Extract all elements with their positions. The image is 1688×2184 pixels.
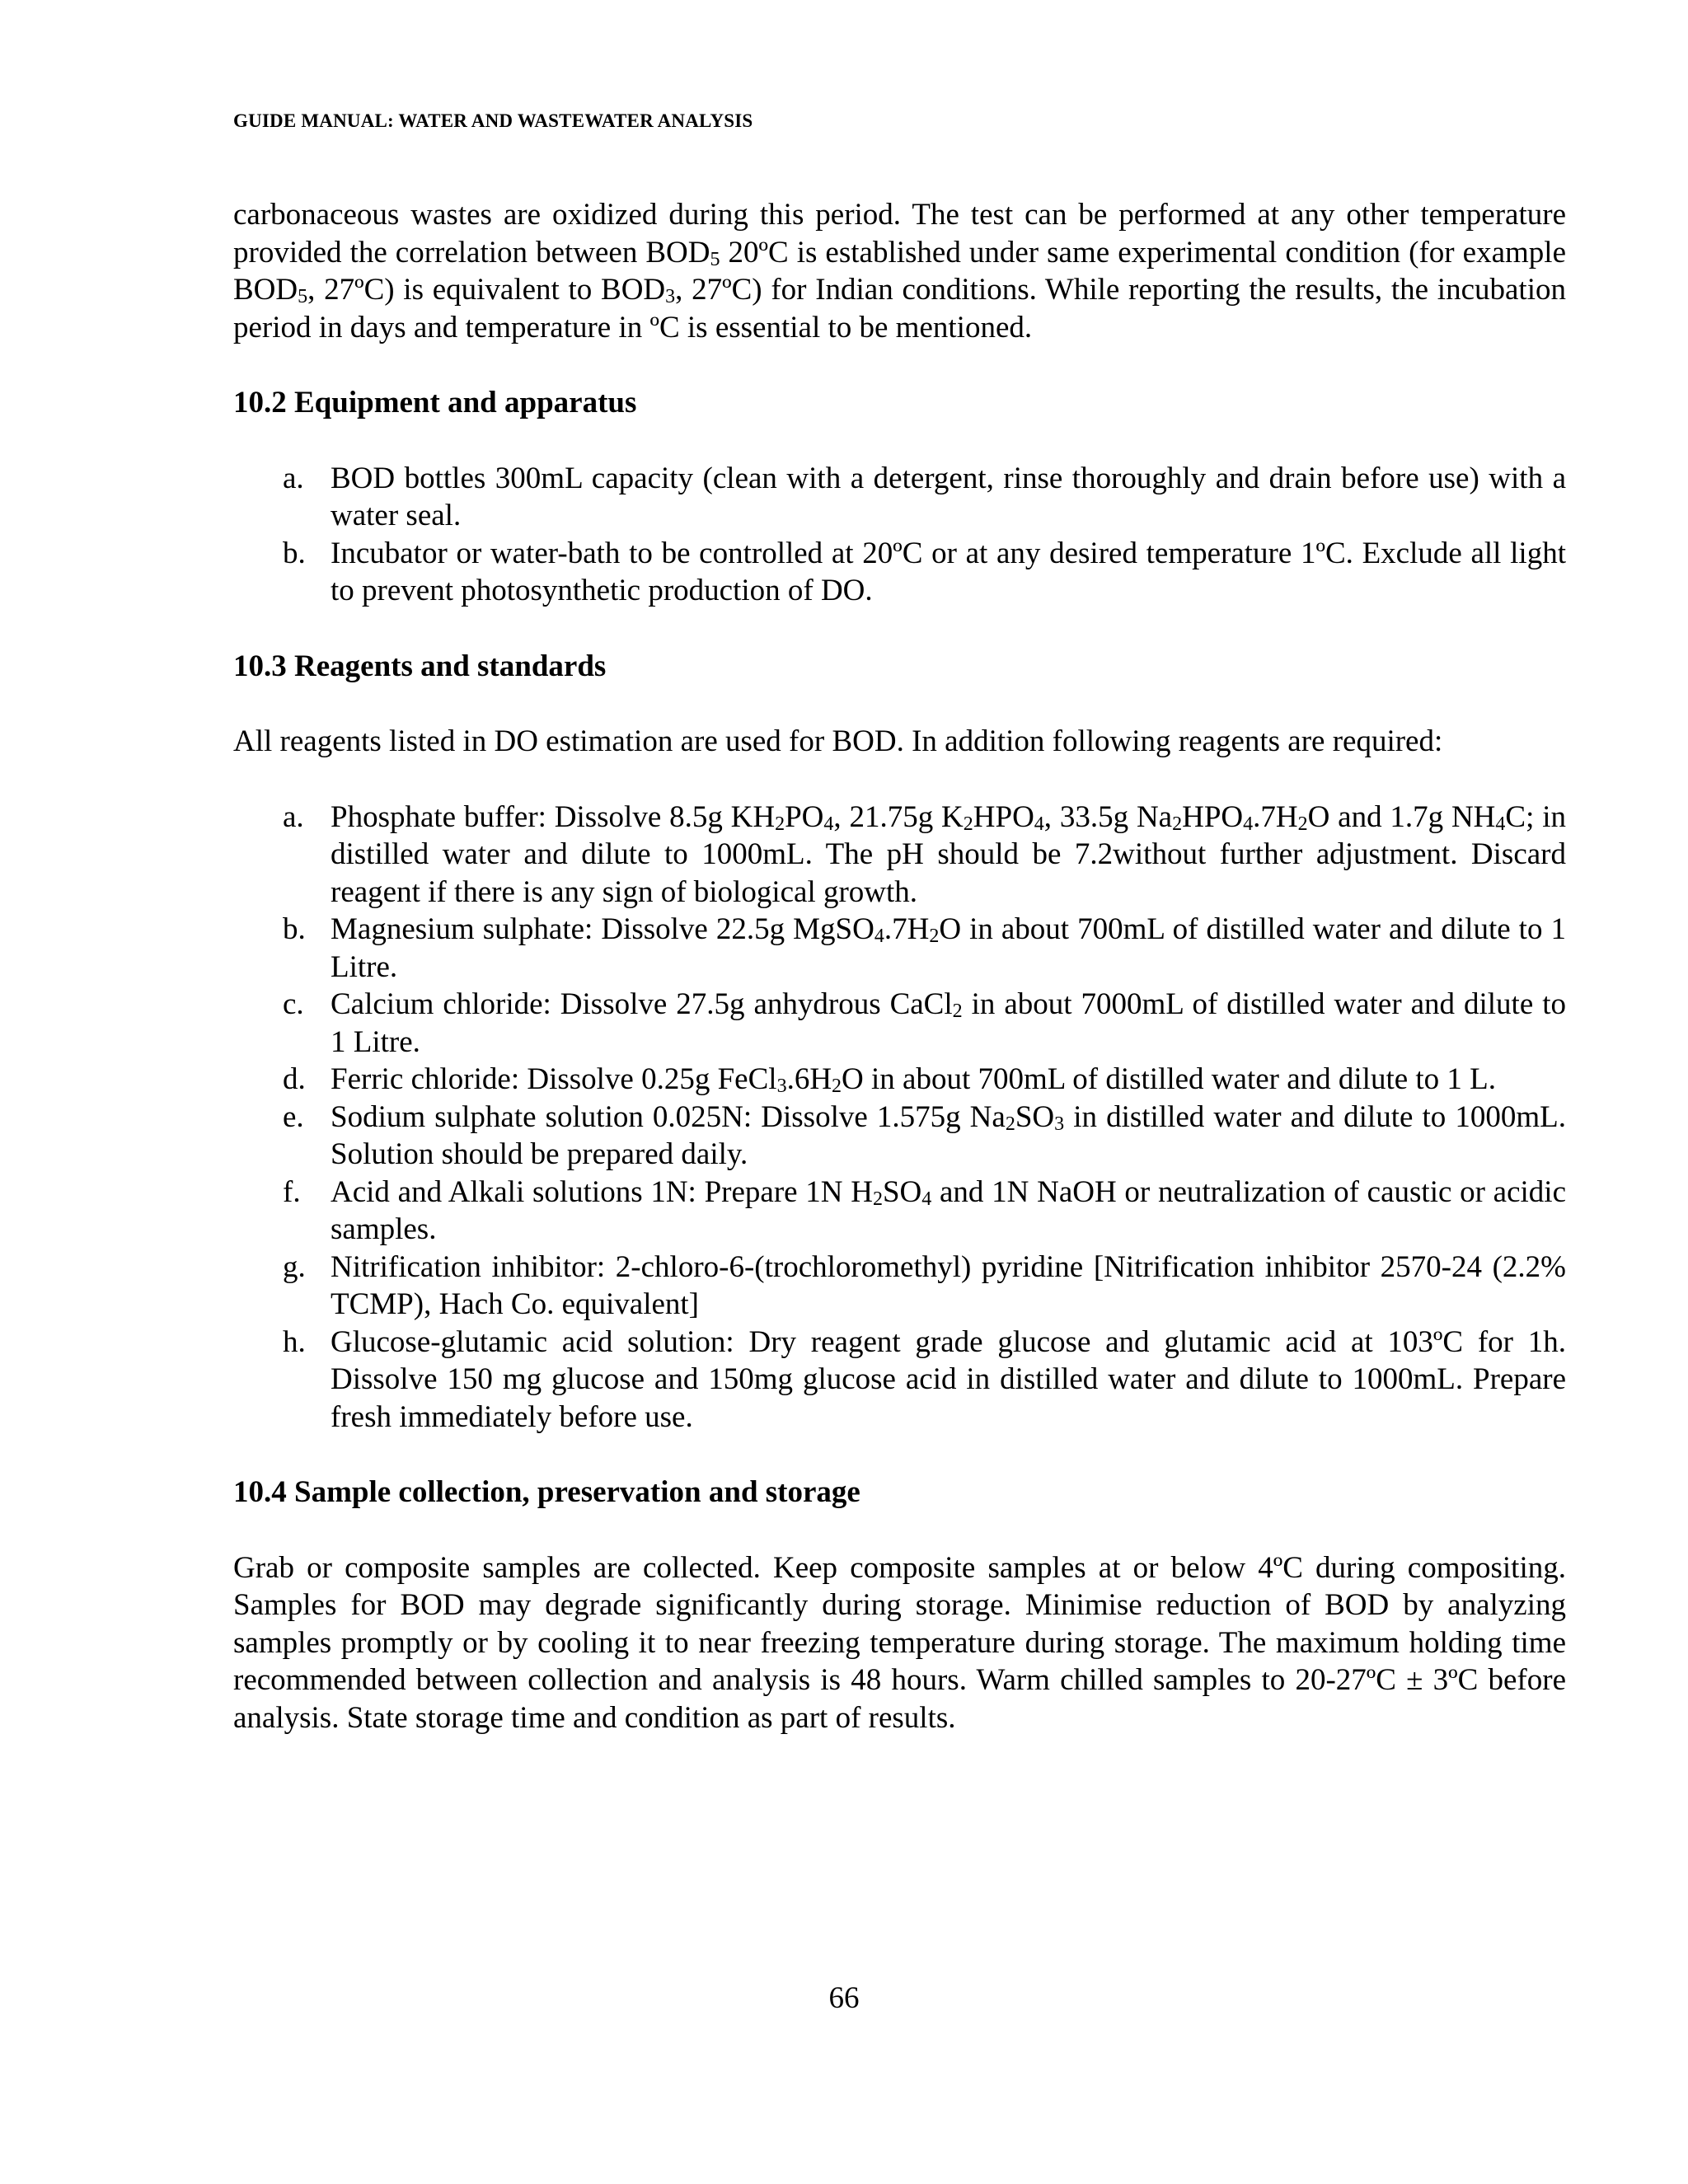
list-item: g. Nitrification inhibitor: 2-chloro-6-(trochloromethyl) pyridine [Nitrification inhibitor 2570-24 (2.2% TCMP), Hach Co. equivalent] (283, 1249, 1566, 1321)
section-heading-10-3: 10.3 Reagents and standards (233, 649, 607, 683)
list-item: f. Acid and Alkali solutions 1N: Prepare 1N $H_2SO_4$ and 1N NaOH or neutralization of caustic or acidic samples. (283, 1174, 1566, 1246)
list-marker: a. (283, 461, 304, 495)
list-item: d. Ferric chloride: Dissolve 0.25g $FeCl_3.6H_2O$ in about 700mL of distilled water and dilute to 1 L. (283, 1062, 1497, 1097)
list-marker: f. (283, 1174, 301, 1209)
list-item: c. Calcium chloride: Dissolve 27.5g anhydrous CaCl$_2$ in about 7000mL of distilled water and dilute to 1 Litre. (283, 987, 1566, 1059)
equipment-list (233, 460, 1566, 610)
reagents-intro: All reagents listed in DO estimation are used for BOD. In addition following reagents are required: (233, 724, 1443, 758)
list-item: b. Incubator or water-bath to be controlled at 20ºC or at any desired temperature 1ºC. Exclude all light to prevent photosynthetic production of DO. (283, 536, 1566, 607)
list-marker: e. (283, 1099, 304, 1134)
intro-paragraph: carbonaceous wastes are oxidized during this period. The test can be performed at any other temperature provided the correlation between $BOD_5$ 20ºC is established under same experimental condition (for example $BOD_5$, 27ºC) is equivalent to $BOD_3$, 27ºC) for Indian conditions. While reporting the results, the incubation period in days and temperature in ºC is essential to be mentioned. (233, 198, 1566, 344)
section-heading-10-4: 10.4 Sample collection, preservation and storage (233, 1475, 860, 1509)
list-item: h. Glucose-glutamic acid solution: Dry reagent grade glucose and glutamic acid at 103ºC for 1h. Dissolve 150 mg glucose and 150mg glucose acid in distilled water and dilute to 1000mL. Prepare fresh immediately before use. (283, 1324, 1566, 1434)
reagents-list (233, 799, 1566, 1436)
list-marker: d. (283, 1062, 306, 1096)
page-content (233, 196, 1566, 1736)
list-marker: g. (283, 1249, 306, 1284)
page-number: 66 (828, 1981, 860, 2015)
list-item: a. Phosphate buffer: Dissolve 8.5g $KH_2PO_4$, 21.75g $K_2HPO_4$, 33.5g $Na_2HPO_4.7H_2O$ and 1.7g $NH_4C$; in distilled water and dilute to 1000mL. The pH should be 7.2without further adjustment. Discard reagent if there is any sign of biological growth. (283, 799, 1566, 909)
list-item: e. Sodium sulphate solution 0.025N: Dissolve 1.575g $Na_2SO_3$ in distilled water and dilute to 1000mL. Solution should be prepared daily. (283, 1099, 1566, 1171)
list-marker: h. (283, 1324, 306, 1359)
running-header: GUIDE MANUAL: WATER AND WASTEWATER ANALYSIS (233, 110, 753, 131)
list-marker: b. (283, 912, 306, 946)
list-item: a. BOD bottles 300mL capacity (clean with a detergent, rinse thoroughly and drain before use) with a water seal. (283, 461, 1566, 532)
list-marker: a. (283, 799, 304, 834)
storage-paragraph: Grab or composite samples are collected. Keep composite samples at or below 4ºC during compositing. Samples for BOD may degrade significantly during storage. Minimise reduction of BOD by analyzing samples promptly or by cooling it to near freezing temperature during storage. The maximum holding time recommended between collection and analysis is 48 hours. Warm chilled samples to 20-27ºC ± 3ºC before analysis. State storage time and condition as part of results. (233, 1550, 1566, 1735)
list-marker: b. (283, 536, 306, 570)
section-heading-10-2: 10.2 Equipment and apparatus (233, 386, 637, 419)
list-marker: c. (283, 987, 304, 1021)
list-item: b. Magnesium sulphate: Dissolve 22.5g $MgSO_4.7H_2O$ in about 700mL of distilled water and dilute to 1 Litre. (283, 912, 1566, 984)
